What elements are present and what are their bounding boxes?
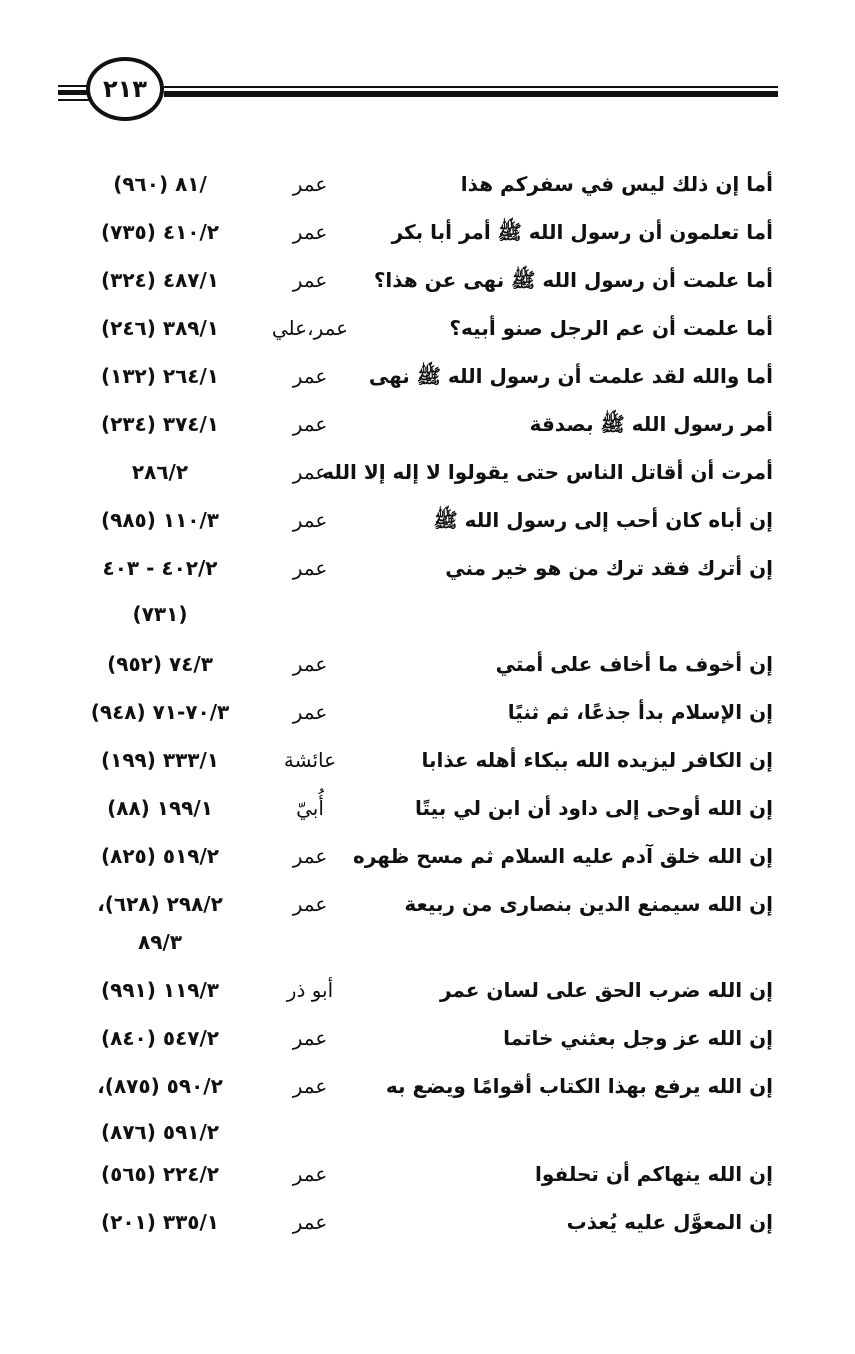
- hadith-phrase: أما علمت أن رسول الله ﷺ نهى عن هذا؟: [373, 268, 773, 292]
- narrator-name: عمر: [292, 364, 328, 388]
- hadith-phrase: إن الله عز وجل بعثني خاتما: [503, 1026, 773, 1050]
- hadith-phrase: إن الله ينهاكم أن تحلفوا: [535, 1162, 773, 1186]
- index-row: [0, 316, 855, 360]
- volume-page-reference: ٧٤/٣ (٩٥٢): [107, 652, 213, 676]
- hadith-phrase: إن الله ضرب الحق على لسان عمر: [439, 978, 773, 1002]
- volume-page-reference: ٢٨٦/٢: [131, 460, 189, 484]
- hadith-phrase: أما علمت أن عم الرجل صنو أبيه؟: [449, 316, 773, 340]
- index-row: [0, 508, 855, 552]
- index-row: [0, 652, 855, 696]
- hadith-phrase: إن الله أوحى إلى داود أن ابن لي بيتًا: [414, 796, 773, 820]
- volume-page-reference: ٤٨٧/١ (٣٢٤): [100, 268, 219, 292]
- index-row: [0, 748, 855, 792]
- reference-continuation: (٧٣١): [132, 602, 188, 626]
- page-header: [0, 0, 855, 140]
- volume-page-reference: ١١٩/٣ (٩٩١): [100, 978, 219, 1002]
- header-rule-right-thick: [164, 91, 778, 97]
- index-row: [0, 268, 855, 312]
- volume-page-reference: ٢٢٤/٢ (٥٦٥): [100, 1162, 219, 1186]
- hadith-phrase: إن الله يرفع بهذا الكتاب أقوامًا ويضع به: [385, 1074, 773, 1098]
- narrator-name: عمر: [292, 892, 328, 916]
- reference-continuation: ٥٩١/٢ (٨٧٦): [100, 1120, 219, 1144]
- hadith-phrase: إن أباه كان أحب إلى رسول الله ﷺ: [433, 508, 773, 532]
- hadith-phrase: إن الله خلق آدم عليه السلام ثم مسح ظهره: [353, 844, 773, 868]
- volume-page-reference: ٣٨٩/١ (٢٤٦): [100, 316, 219, 340]
- index-row: [0, 412, 855, 456]
- narrator-name: عمر: [292, 460, 328, 484]
- narrator-name: عمر: [292, 652, 328, 676]
- page-number: ٢١٣: [103, 75, 147, 103]
- hadith-phrase: أما والله لقد علمت أن رسول الله ﷺ نهى: [368, 364, 773, 388]
- hadith-phrase: أما إن ذلك ليس في سفركم هذا: [460, 172, 773, 196]
- narrator-name: عائشة: [283, 748, 337, 772]
- volume-page-reference: ٧٠/٣-٧١ (٩٤٨): [90, 700, 230, 724]
- narrator-name: عمر: [292, 1074, 328, 1098]
- hadith-phrase: إن الإسلام بدأ جذعًا، ثم ثنيًا: [507, 700, 773, 724]
- reference-continuation: ٨٩/٣: [138, 930, 182, 954]
- index-row: [0, 1210, 855, 1254]
- narrator-name: أُبيّ: [296, 796, 324, 820]
- narrator-name: عمر: [292, 556, 328, 580]
- volume-page-reference: ٣٣٣/١ (١٩٩): [100, 748, 219, 772]
- index-row: [0, 796, 855, 840]
- page-number-badge: [86, 57, 164, 121]
- narrator-name: عمر: [292, 268, 328, 292]
- hadith-phrase: أمرت أن أقاتل الناس حتى يقولوا لا إله إلا الله: [322, 460, 773, 484]
- index-row: [0, 1026, 855, 1070]
- narrator-name: عمر: [292, 700, 328, 724]
- narrator-name: عمر: [292, 844, 328, 868]
- narrator-name: عمر: [292, 1026, 328, 1050]
- hadith-phrase: إن الكافر ليزيده الله ببكاء أهله عذابا: [421, 748, 773, 772]
- narrator-name: عمر: [292, 1162, 328, 1186]
- volume-page-reference: ١١٠/٣ (٩٨٥): [100, 508, 219, 532]
- index-row: [0, 1074, 855, 1118]
- volume-page-reference: ٥٤٧/٢ (٨٤٠): [100, 1026, 219, 1050]
- volume-page-reference: ١٩٩/١ (٨٨): [107, 796, 213, 820]
- volume-page-reference: ٤١٠/٢ (٧٣٥): [100, 220, 219, 244]
- index-row: [0, 844, 855, 888]
- hadith-phrase: أمر رسول الله ﷺ بصدقة: [529, 412, 773, 436]
- volume-page-reference: ٥٩٠/٢ (٨٧٥)،: [97, 1074, 223, 1098]
- narrator-name: عمر: [292, 508, 328, 532]
- narrator-name: عمر: [292, 172, 328, 196]
- index-row: [0, 364, 855, 408]
- hadith-phrase: إن المعوَّل عليه يُعذب: [566, 1210, 773, 1234]
- narrator-name: عمر: [292, 412, 328, 436]
- volume-page-reference: ٣٣٥/١ (٢٠١): [100, 1210, 219, 1234]
- index-row: [0, 460, 855, 504]
- index-row: [0, 1162, 855, 1206]
- volume-page-reference: ٣٧٤/١ (٢٣٤): [100, 412, 219, 436]
- hadith-phrase: إن الله سيمنع الدين بنصارى من ربيعة: [404, 892, 773, 916]
- index-row: [0, 700, 855, 744]
- narrator-name: عمر،علي: [271, 316, 349, 340]
- volume-page-reference: ٢٩٨/٢ (٦٢٨)،: [97, 892, 223, 916]
- volume-page-reference: ٢٦٤/١ (١٣٢): [100, 364, 219, 388]
- index-row: [0, 220, 855, 264]
- volume-page-reference: /٨١ (٩٦٠): [113, 172, 207, 196]
- narrator-name: عمر: [292, 1210, 328, 1234]
- header-rule-right-thin: [164, 86, 778, 88]
- volume-page-reference: ٤٠٢/٢ - ٤٠٣: [102, 556, 218, 580]
- index-row: [0, 172, 855, 216]
- index-row: [0, 978, 855, 1022]
- narrator-name: عمر: [292, 220, 328, 244]
- narrator-name: أبو ذر: [286, 978, 334, 1002]
- hadith-phrase: إن أترك فقد ترك من هو خير مني: [445, 556, 773, 580]
- volume-page-reference: ٥١٩/٢ (٨٢٥): [100, 844, 219, 868]
- hadith-phrase: إن أخوف ما أخاف على أمتي: [495, 652, 773, 676]
- hadith-phrase: أما تعلمون أن رسول الله ﷺ أمر أبا بكر: [391, 220, 773, 244]
- index-row: [0, 556, 855, 600]
